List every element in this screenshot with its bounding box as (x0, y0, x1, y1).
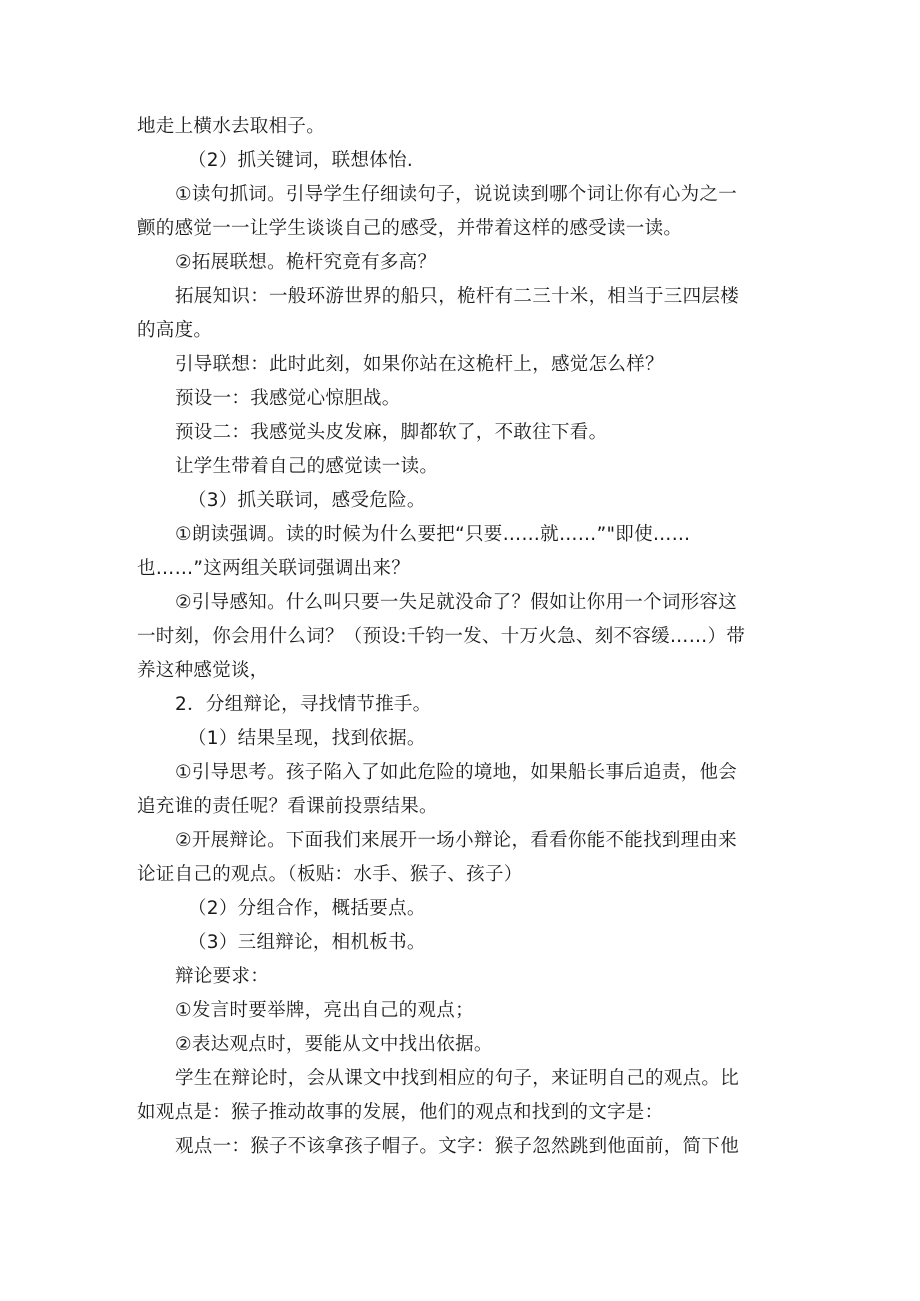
text-line: ②拓展联想。桅杆究竟有多高？ (175, 252, 437, 273)
text-line: 预设一：我感觉心惊胆战。 (175, 388, 401, 409)
text-line: 2．分组辩论，寻找情节推手。 (175, 694, 432, 715)
text-line: 一时刻，你会用什么词？（预设:千钧一发、十万火急、刻不容缓……）带 (137, 626, 746, 647)
text-line: 辩论要求： (175, 966, 270, 987)
text-line: ②表达观点时，要能从文中找出依据。 (175, 1034, 493, 1055)
text-line: 如观点是：猴子推动故事的发展，他们的观点和找到的文字是： (137, 1102, 664, 1123)
text-line: 引导联想：此时此刻，如果你站在这桅杆上，感觉怎么样？ (175, 354, 664, 375)
text-line: （3）三组辩论，相机板书。 (188, 932, 426, 953)
text-line: 让学生带着自己的感觉读一读。 (175, 456, 439, 477)
text-line: 拓展知识：一般环游世界的船只，桅杆有二三十米，相当于三四层楼 (175, 286, 740, 307)
text-line: 养这种感觉谈， (137, 660, 269, 681)
text-line: 颤的感觉一一让学生谈谈自己的感受，并带着这样的感受读一读。 (137, 218, 683, 239)
text-line: （2）抓关键词，联想体怡. (188, 150, 414, 171)
text-line: 地走上横水去取相子。 (137, 116, 326, 137)
text-line: 论证自己的观点。（板贴：水手、猴子、孩子） (137, 864, 523, 885)
text-line: （2）分组合作，概括要点。 (188, 898, 426, 919)
text-line: ①发言时要举牌，亮出自己的观点； (175, 1000, 474, 1021)
text-line: ①朗读强调。读的时候为什么要把“只要……就……”"即使…… (175, 524, 691, 545)
text-line: 观点一：猴子不该拿孩子帽子。文字：猴子忽然跳到他面前，简下他 (175, 1136, 740, 1157)
text-line: ②引导感知。什么叫只要一失足就没命了？假如让你用一个词形容这 (175, 592, 738, 613)
text-line: （1）结果呈现，找到依据。 (188, 728, 426, 749)
text-line: ①读句抓词。引导学生仔细读句子，说说读到哪个词让你有心为之一 (175, 184, 738, 205)
text-line: 学生在辩论时，会从课文中找到相应的句子，来证明自己的观点。比 (175, 1068, 740, 1089)
text-line: 的高度。 (137, 320, 213, 341)
text-line: ②开展辩论。下面我们来展开一场小辩论，看看你能不能找到理由来 (175, 830, 738, 851)
text-line: ①引导思考。孩子陷入了如此危险的境地，如果船长事后追责，他会 (175, 762, 738, 783)
text-line: （3）抓关联词，感受危险。 (188, 490, 426, 511)
text-line: 追充谁的责任呢？看课前投票结果。 (137, 796, 438, 817)
text-line: 预设二：我感觉头皮发麻，脚都软了，不敢往下看。 (175, 422, 608, 443)
text-line: 也……”这两组关联词强调出来？ (137, 558, 411, 579)
